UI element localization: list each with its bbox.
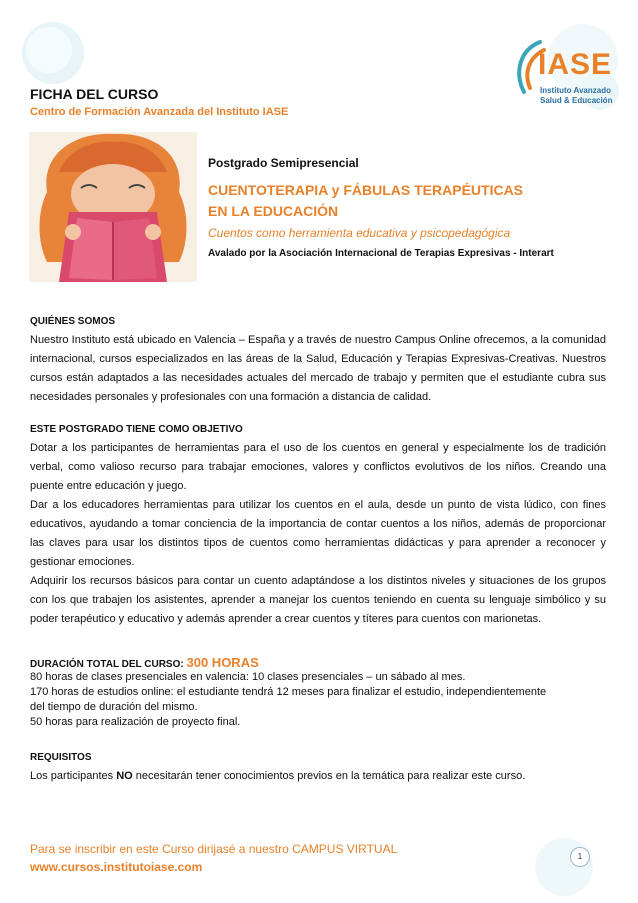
course-tagline: Cuentos como herramienta educativa y psicopedagógica (208, 226, 511, 240)
footer-note: Para se inscribir en este Curso dirijasé a nuestro CAMPUS VIRTUAL (30, 842, 398, 856)
course-info (208, 156, 618, 259)
document-subtitle: Centro de Formación Avanzada del Instituto IASE (30, 106, 289, 118)
requirements-heading: REQUISITOS (30, 752, 92, 763)
course-title-line-2: EN LA EDUCACIÓN (208, 203, 339, 219)
course-mode: Postgrado Semipresencial (208, 156, 359, 170)
reading-girl-illustration (29, 132, 197, 282)
duration-label: DURACIÓN TOTAL DEL CURSO: (30, 659, 184, 670)
page-number: 1 (570, 847, 590, 867)
objective-section (30, 424, 606, 629)
course-endorsement: Avalado por la Asociación Internacional de Terapias Expresivas - Interart (208, 248, 554, 259)
about-section (30, 316, 606, 407)
requirements-emphasis: NO (116, 770, 133, 782)
document-title: FICHA DEL CURSO (30, 86, 159, 102)
requirements-section (30, 752, 606, 786)
duration-line: 80 horas de clases presenciales en valencia: 10 clases presenciales – un sábado al mes. (30, 671, 466, 683)
duration-line: 170 horas de estudios online: el estudiante tendrá 12 meses para finalizar el estudio, independientemente (30, 686, 547, 698)
objective-heading: ESTE POSTGRADO TIENE COMO OBJETIVO (30, 424, 243, 435)
decor-circle (535, 838, 593, 896)
duration-line: del tiempo de duración del mismo. (30, 701, 198, 713)
course-title (208, 180, 618, 222)
course-title-line-1: CUENTOTERAPIA y FÁBULAS TERAPÉUTICAS (208, 182, 524, 198)
footer-url-link[interactable]: www.cursos.institutoiase.com (30, 860, 203, 874)
duration-line: 50 horas para realización de proyecto final. (30, 716, 241, 728)
objective-paragraph: Dar a los educadores herramientas para utilizar los cuentos en el aula, desde un punto de vista lúdico, con fines educativos, ayudando a tomar conciencia de la importancia de contar cuentos a los niños, además de proporcionar las claves para usar los distintos tipos de cuentos como herramientas didácticas y para aprender a reconocer y gestionar emociones. (30, 499, 606, 568)
objective-paragraph: Dotar a los participantes de herramientas para el uso de los cuentos en general y especialmente los de tradición verbal, como valioso recurso para trabajar emociones, valores y conflictos evolutivos de los niños. Creando una puente entre educación y juego. (30, 442, 606, 492)
about-heading: QUIÉNES SOMOS (30, 316, 116, 327)
iase-logo (510, 36, 618, 110)
about-text: Nuestro Instituto está ubicado en Valencia – España y a través de nuestro Campus Online ofrecemos, a la comunidad internacional, cursos especializados en las áreas de la Salud, Educación y Terapias Expresivas-Creativas. Nuestros cursos están adaptados a las necesidades actuales del mercado de trabajo y permiten que el estudiante cubra sus necesidades personales y profesionales con una formación a distancia de calidad. (30, 334, 606, 403)
decor-circle (26, 27, 72, 73)
duration-section (30, 655, 606, 730)
logo-line-1: Instituto Avanzado (540, 86, 611, 95)
logo-wordmark: IASE (538, 48, 613, 81)
duration-hours: 300 HORAS (186, 655, 259, 670)
duration-heading (30, 655, 606, 670)
requirements-text: Los participantes NO necesitarán tener conocimientos previos en la temática para realizar este curso. (30, 770, 526, 782)
objective-paragraph: Adquirir los recursos básicos para contar un cuento adaptándose a los distintos niveles y situaciones de los grupos con los que trabajen los asistentes, aprender a manejar los cuentos teniendo en cuenta su lenguaje simbólico y su poder terapéutico y educativo y además aprender a crear cuentos y títeres para cuentos con marionetas. (30, 575, 606, 625)
footer (30, 842, 397, 874)
logo-line-2: Salud & Educación (540, 96, 613, 105)
